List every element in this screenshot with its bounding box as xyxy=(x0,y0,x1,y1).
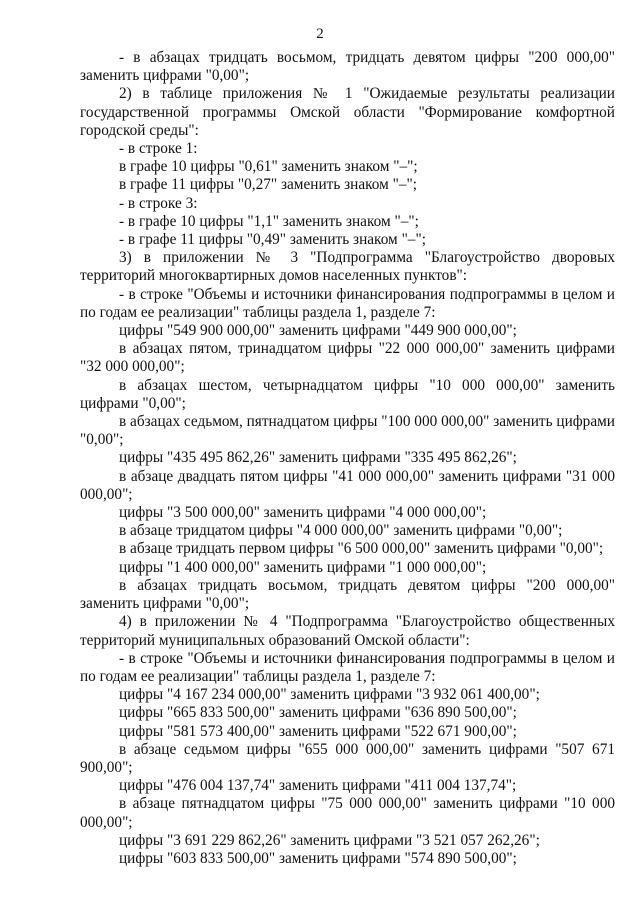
page-number: 2 xyxy=(316,26,324,42)
list-item-3: 3) в приложении № 3 "Подпрограмма "Благоустройство дворовых территорий многоквартирных домов населенных пунктов": xyxy=(80,249,615,285)
paragraph: в абзацах шестом, четырнадцатом цифры "10 000 000,00" заменить цифрами "0,00"; xyxy=(80,376,615,412)
document-body xyxy=(80,49,615,868)
paragraph: в абзацах тридцать восьмом, тридцать девятом цифры "200 000,00" заменить цифрами "0,00"; xyxy=(80,576,615,613)
paragraph: - в графе 10 цифры "1,1" заменить знаком "–"; xyxy=(119,212,419,230)
paragraph: цифры "3 691 229 862,26" заменить цифрами "3 521 057 262,26"; xyxy=(119,831,540,849)
paragraph: цифры "435 495 862,26" заменить цифрами "335 495 862,26"; xyxy=(119,449,517,467)
paragraph: цифры "3 500 000,00" заменить цифрами "4 000 000,00"; xyxy=(119,504,487,522)
paragraph: в абзацах пятом, тринадцатом цифры "22 000 000,00" заменить цифрами "32 000 000,00"; xyxy=(80,340,615,376)
paragraph: в абзаце двадцать пятом цифры "41 000 000,00" заменить цифрами "31 000 000,00"; xyxy=(80,467,615,503)
paragraph: цифры "549 900 000,00" заменить цифрами "449 900 000,00"; xyxy=(119,322,517,340)
paragraph: в графе 11 цифры "0,27" заменить знаком "–"; xyxy=(119,176,418,194)
paragraph: в абзаце тридцать первом цифры "6 500 000,00" заменить цифрами "0,00"; xyxy=(119,540,604,558)
paragraph: - в строке 1: xyxy=(119,140,198,158)
paragraph: - в строке "Объемы и источники финансирования подпрограммы в целом и по годам ее реализации" таблицы раздела 1, разделе 7: xyxy=(80,649,615,685)
paragraph: цифры "665 833 500,00" заменить цифрами "636 890 500,00"; xyxy=(119,704,517,722)
paragraph: цифры "603 833 500,00" заменить цифрами "574 890 500,00"; xyxy=(119,849,517,867)
paragraph: в абзацах седьмом, пятнадцатом цифры "100 000 000,00" заменить цифрами "0,00"; xyxy=(80,413,615,449)
paragraph: цифры "1 400 000,00" заменить цифрами "1 000 000,00"; xyxy=(119,558,487,576)
paragraph: в абзаце седьмом цифры "655 000 000,00" заменить цифрами "507 671 900,00"; xyxy=(80,740,615,776)
paragraph: цифры "476 004 137,74" заменить цифрами "411 004 137,74"; xyxy=(119,777,517,795)
list-item-2: 2) в таблице приложения № 1 "Ожидаемые результаты реализации государственной программы Омской области "Формирование комфортной городской среды": xyxy=(80,85,615,139)
paragraph: в графе 10 цифры "0,61" заменить знаком "–"; xyxy=(119,158,418,176)
paragraph: - в графе 11 цифры "0,49" заменить знаком "–"; xyxy=(119,231,426,249)
paragraph: в абзаце тридцатом цифры "4 000 000,00" заменить цифрами "0,00"; xyxy=(119,522,563,540)
paragraph: цифры "581 573 400,00" заменить цифрами "522 671 900,00"; xyxy=(119,722,517,740)
list-item-4: 4) в приложении № 4 "Подпрограмма "Благоустройство общественных территорий муниципальных образований Омской области": xyxy=(80,613,615,649)
paragraph: цифры "4 167 234 000,00" заменить цифрами "3 932 061 400,00"; xyxy=(119,686,540,704)
paragraph: - в абзацах тридцать восьмом, тридцать девятом цифры "200 000,00" заменить цифрами "0,00"; xyxy=(80,49,615,85)
paragraph: - в строке 3: xyxy=(119,194,198,212)
paragraph: - в строке "Объемы и источники финансирования подпрограммы в целом и по годам ее реализации" таблицы раздела 1, разделе 7: xyxy=(80,285,615,321)
paragraph: в абзаце пятнадцатом цифры "75 000 000,00" заменить цифрами "10 000 000,00"; xyxy=(80,795,615,831)
